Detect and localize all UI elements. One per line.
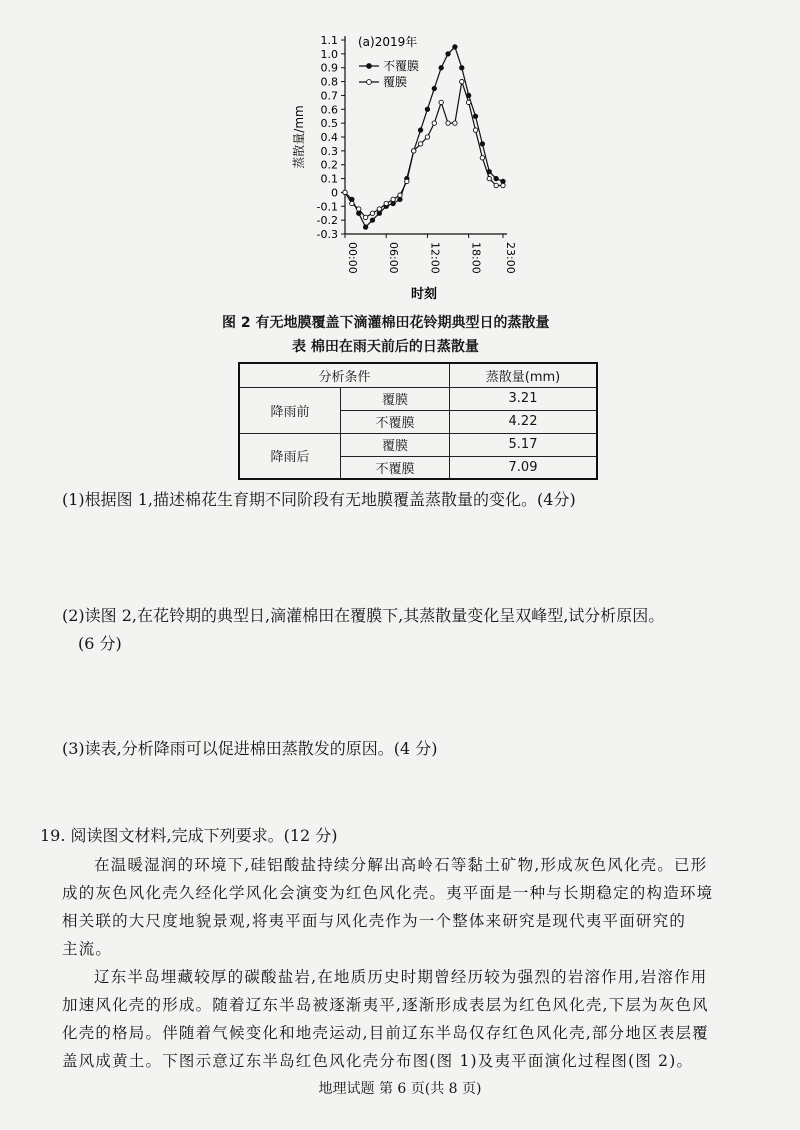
y-tick-label: 0.6 [320, 103, 338, 117]
data-point [494, 176, 498, 180]
y-tick-label: 0.5 [320, 117, 338, 131]
table-group-after-rain: 降雨后 [239, 433, 341, 479]
evapotranspiration-table [238, 362, 598, 480]
question-2-line-2: (6 分) [78, 634, 122, 653]
y-tick-label: 0.3 [320, 144, 338, 158]
legend-marker [367, 80, 372, 85]
data-point [501, 183, 505, 187]
table-title: 表 棉田在雨天前后的日蒸散量 [292, 339, 479, 355]
data-point [446, 52, 450, 56]
data-point [453, 121, 457, 125]
x-tick-label: 12:00 [428, 242, 442, 274]
plot-area [291, 34, 517, 302]
text-line: 辽东半岛埋藏较厚的碳酸盐岩,在地质历史时期曾经历较为强烈的岩溶作用,岩溶作用 [94, 968, 708, 986]
y-tick-label: 0.9 [320, 61, 338, 75]
data-point [343, 190, 347, 194]
data-point [363, 225, 367, 229]
text-line: 相关联的大尺度地貌景观,将夷平面与风化壳作为一个整体来研究是现代夷平面研究的 [62, 912, 687, 930]
table-cell-value: 5.17 [450, 433, 598, 456]
data-point [363, 215, 367, 219]
q19-paragraph-2 [62, 963, 764, 1075]
data-point [370, 218, 374, 222]
y-tick-label: 0.2 [320, 158, 338, 172]
x-tick-label: 23:00 [504, 242, 517, 274]
data-point [411, 149, 415, 153]
data-point [398, 193, 402, 197]
text-line: 成的灰色风化壳久经化学风化会演变为红色风化壳。夷平面是一种与长期稳定的构造环境 [62, 884, 714, 902]
question-3: (3)读表,分析降雨可以促进棉田蒸散发的原因。(4 分) [62, 739, 438, 758]
text-line: 主流。 [62, 940, 113, 958]
table-cell-value: 4.22 [450, 410, 598, 433]
table-cell-value: 3.21 [450, 387, 598, 410]
table-header-condition: 分析条件 [239, 363, 450, 387]
series-line-0 [345, 47, 503, 227]
y-axis-label: 蒸散量/mm [292, 105, 306, 169]
data-point [439, 66, 443, 70]
legend-marker [367, 64, 372, 69]
data-point [487, 176, 491, 180]
table-group-before-rain: 降雨前 [239, 387, 341, 433]
data-point [460, 66, 464, 70]
y-tick-label: 0.4 [320, 131, 338, 144]
legend-label: 覆膜 [383, 75, 408, 89]
data-point [425, 135, 429, 139]
data-point [480, 142, 484, 146]
table-cell-condition: 不覆膜 [341, 456, 450, 479]
data-point [480, 156, 484, 160]
data-point [432, 86, 436, 90]
page-footer: 地理试题 第 6 页(共 8 页) [318, 1081, 482, 1097]
data-point [391, 197, 395, 201]
question-1: (1)根据图 1,描述棉花生育期不同阶段有无地膜覆盖蒸散量的变化。(4分) [62, 490, 576, 509]
data-point [460, 79, 464, 83]
text-line: 加速风化壳的形成。随着辽东半岛被逐渐夷平,逐渐形成表层为红色风化壳,下层为灰色风 [62, 996, 709, 1014]
data-point [405, 179, 409, 183]
data-point [418, 128, 422, 132]
x-tick-label: 00:00 [346, 242, 359, 274]
y-tick-label: 0.7 [320, 89, 338, 103]
table-cell-value: 7.09 [450, 456, 598, 479]
table-cell-condition: 不覆膜 [341, 410, 450, 433]
data-point [473, 128, 477, 132]
data-point [418, 142, 422, 146]
y-tick-label: -0.3 [316, 228, 338, 241]
q19-paragraph-1 [62, 851, 764, 963]
data-point [432, 121, 436, 125]
text-line: 盖风成黄土。下图示意辽东半岛红色风化壳分布图(图 1)及夷平面演化过程图(图 2)。 [62, 1052, 694, 1070]
data-point [494, 183, 498, 187]
figure-2-caption: 图 2 有无地膜覆盖下滴灌棉田花铃期典型日的蒸散量 [222, 315, 550, 331]
y-tick-label: 0 [331, 186, 338, 200]
y-tick-label: 0.8 [320, 75, 338, 89]
data-point [357, 207, 361, 211]
table-header-value: 蒸散量(mm) [450, 363, 598, 387]
data-point [370, 211, 374, 215]
data-point [377, 207, 381, 211]
data-point [466, 100, 470, 104]
table-cell-condition: 覆膜 [341, 387, 450, 410]
data-point [350, 201, 354, 205]
y-tick-label: -0.2 [316, 214, 338, 228]
evapotranspiration-line-chart [285, 22, 535, 307]
x-tick-label: 18:00 [469, 242, 483, 274]
question-19-heading: 19. 阅读图文材料,完成下列要求。(12 分) [40, 826, 338, 845]
legend-label: 不覆膜 [383, 59, 420, 73]
y-tick-label: 0.1 [320, 172, 338, 186]
data-point [425, 107, 429, 111]
text-line: 化壳的格局。伴随着气候变化和地壳运动,目前辽东半岛仅存红色风化壳,部分地区表层覆 [62, 1024, 709, 1042]
panel-label: (a)2019年 [358, 35, 418, 49]
data-point [473, 114, 477, 118]
y-tick-label: 1.1 [320, 34, 338, 47]
x-axis-label: 时刻 [410, 287, 438, 302]
data-point [446, 121, 450, 125]
data-point [453, 45, 457, 49]
data-point [384, 201, 388, 205]
x-tick-label: 06:00 [387, 242, 401, 274]
data-point [439, 100, 443, 104]
y-tick-label: 1.0 [320, 47, 338, 61]
series-line-1 [345, 82, 503, 218]
question-2-line-1: (2)读图 2,在花铃期的典型日,滴灌棉田在覆膜下,其蒸散量变化呈双峰型,试分析原因。 [62, 606, 665, 625]
text-line: 在温暖湿润的环境下,硅铝酸盐持续分解出高岭石等黏土矿物,形成灰色风化壳。已形 [94, 856, 708, 874]
y-tick-label: -0.1 [316, 200, 338, 214]
table-cell-condition: 覆膜 [341, 433, 450, 456]
